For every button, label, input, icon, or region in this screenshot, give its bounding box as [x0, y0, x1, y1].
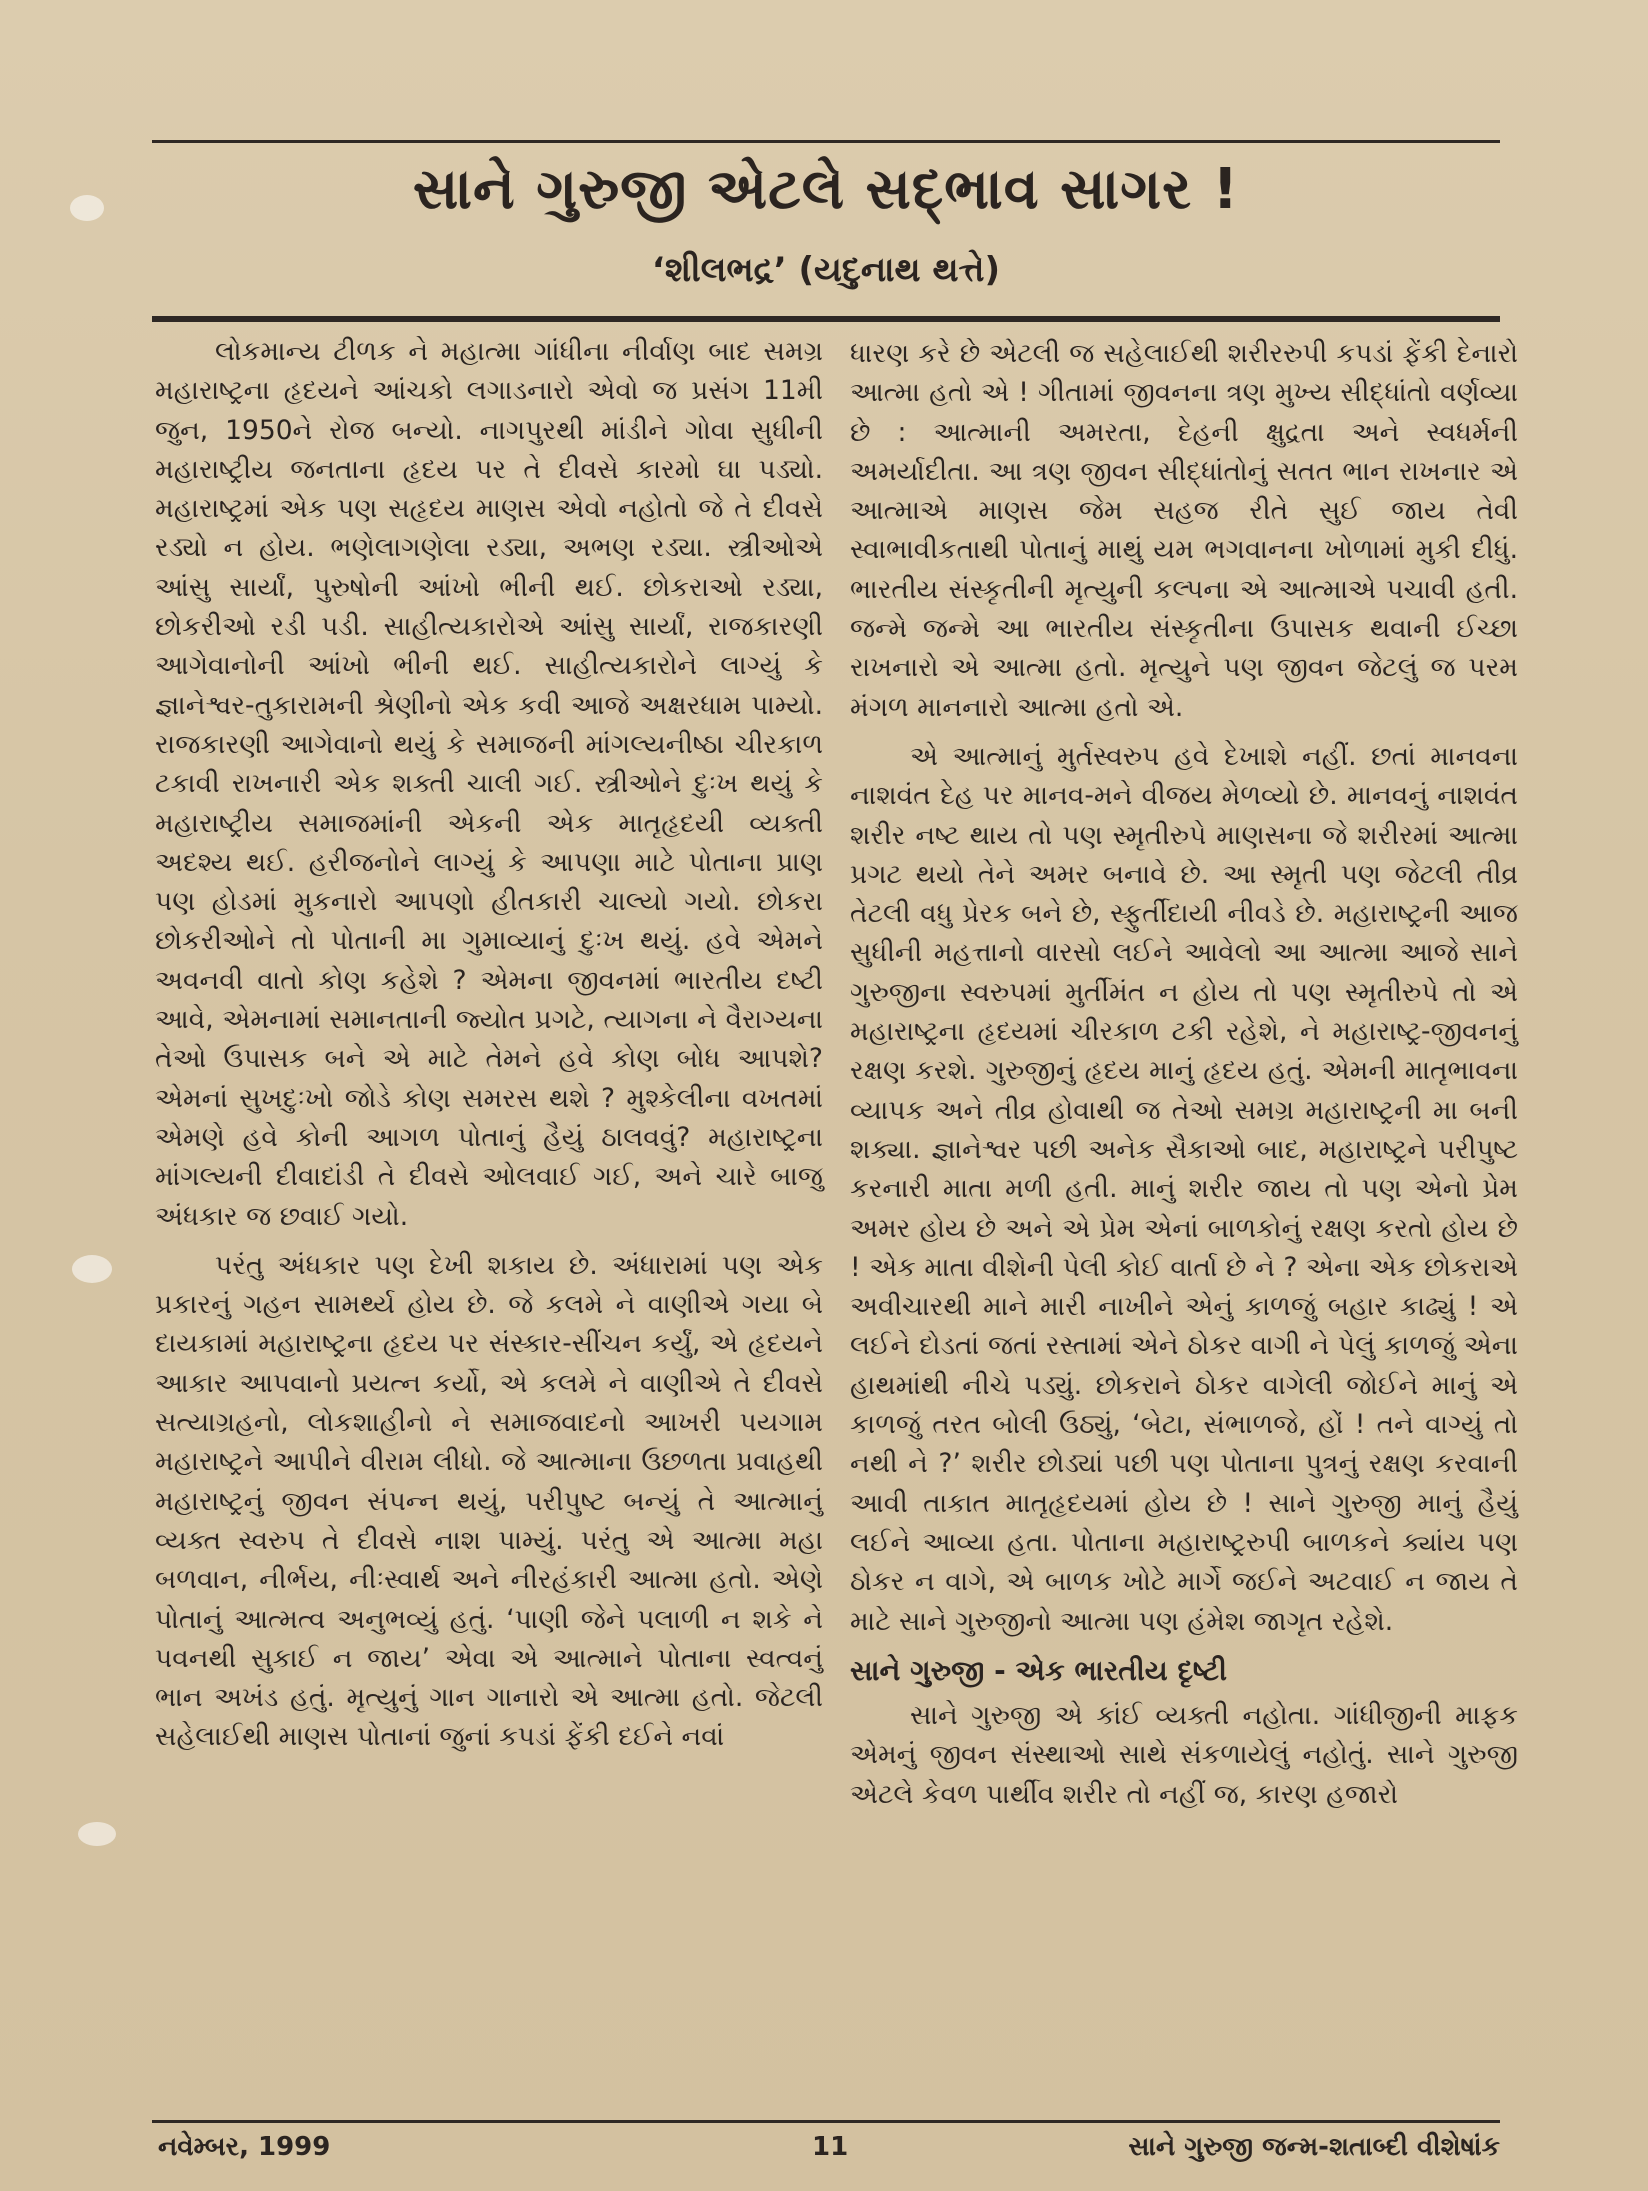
- paragraph: ધારણ કરે છે એટલી જ સહેલાઈથી શરીરરુપી કપડાં ફેંકી દેનારો આત્મા હતો એ ! ગીતામાં જીવનના ત્રણ મુખ્ય સીદ્ધાંતો વર્ણવ્યા છે : આત્માની અમરતા, દેહની ક્ષુદ્રતા અને સ્વધર્મની અમર્યાદીતા. આ ત્રણ જીવન સીદ્ધાંતોનું સતત ભાન રાખનાર એ આત્માએ માણસ જેમ સહજ રીતે સુઈ જાય તેવી સ્વાભાવીકતાથી પોતાનું માથું યમ ભગવાનના ખોળામાં મુકી દીધું. ભારતીય સંસ્કૃતીની મૃત્યુની કલ્પના એ આત્માએ પચાવી હતી. જન્મે જન્મે આ ભારતીય સંસ્કૃતીના ઉપાસક થવાની ઈચ્છા રાખનારો એ આત્મા હતો. મૃત્યુને પણ જીવન જેટલું જ પરમ મંગળ માનનારો આત્મા હતો એ.: [850, 338, 1518, 723]
- page-number: 11: [812, 2132, 849, 2162]
- paper-damage-spot: [70, 195, 104, 221]
- paragraph: પરંતુ અંધકાર પણ દેખી શકાય છે. અંધારામાં પણ એક પ્રકારનું ગહન સામર્થ્ય હોય છે. જે કલમે ને વાણીએ ગયા બે દાયકામાં મહારાષ્ટ્રના હૃદય પર સંસ્કાર-સીંચન કર્યું, એ હૃદયને આકાર આપવાનો પ્રયત્ન કર્યો, એ કલમે ને વાણીએ તે દીવસે સત્યાગ્રહનો, લોકશાહીનો ને સમાજવાદનો આખરી પયગામ મહારાષ્ટ્રને આપીને વીરામ લીધો. જે આત્માના ઉછળતા પ્રવાહથી મહારાષ્ટ્રનું જીવન સંપન્ન થયું, પરીપુષ્ટ બન્યું તે આત્માનું વ્યક્ત સ્વરુપ તે દીવસે નાશ પામ્યું. પરંતુ એ આત્મા મહા બળવાન, નીર્ભય, નીઃસ્વાર્થ અને નીરહંકારી આત્મા હતો. એણે પોતાનું આત્મત્વ અનુભવ્યું હતું. ‘પાણી જેને પલાળી ન શકે ને પવનથી સુકાઈ ન જાય’ એવા એ આત્માને પોતાના સ્વત્વનું ભાન અખંડ હતું. મૃત્યુનું ગાન ગાનારો એ આત્મા હતો. જેટલી સહેલાઈથી માણસ પોતાનાં જુનાં કપડાં ફેંકી દઈને નવાં: [155, 1249, 823, 1753]
- left-column: [155, 332, 823, 1767]
- article-title: સાને ગુરુજી એટલે સદ્ભાવ સાગર !: [412, 157, 1240, 222]
- paragraph: એ આત્માનું મુર્તસ્વરુપ હવે દેખાશે નહીં. છતાં માનવના નાશવંત દેહ પર માનવ-મને વીજય મેળવ્યો છે. માનવનું નાશવંત શરીર નષ્ટ થાય તો પણ સ્મૃતીરુપે માણસના જે શરીરમાં આત્મા પ્રગટ થયો તેને અમર બનાવે છે. આ સ્મૃતી પણ જેટલી તીવ્ર તેટલી વધુ પ્રેરક બને છે, સ્ફુર્તીદાયી નીવડે છે. મહારાષ્ટ્રની આજ સુધીની મહત્તાનો વારસો લઈને આવેલો આ આત્મા આજે સાને ગુરુજીના સ્વરુપમાં મુર્તીમંત ન હોય તો પણ સ્મૃતીરુપે તો એ મહારાષ્ટ્રના હૃદયમાં ચીરકાળ ટકી રહેશે, ને મહારાષ્ટ્ર-જીવનનું રક્ષણ કરશે. ગુરુજીનું હૃદય માનું હૃદય હતું. એમની માતૃભાવના વ્યાપક અને તીવ્ર હોવાથી જ તેઓ સમગ્ર મહારાષ્ટ્રની મા બની શક્યા. જ્ઞાનેશ્વર પછી અનેક સૈકાઓ બાદ, મહારાષ્ટ્રને પરીપુષ્ટ કરનારી માતા મળી હતી. માનું શરીર જાય તો પણ એનો પ્રેમ અમર હોય છે અને એ પ્રેમ એનાં બાળકોનું રક્ષણ કરતો હોય છે ! એક માતા વીશેની પેલી કોઈ વાર્તા છે ને ? એના એક છોકરાએ અવીચારથી માને મારી નાખીને એનું કાળજું બહાર કાઢ્યું ! એ લઈને દોડતાં જતાં રસ્તામાં એને ઠોકર વાગી ને પેલું કાળજું એના હાથમાંથી નીચે પડ્યું. છોકરાને ઠોકર વાગેલી જોઈને માનું એ કાળજું તરત બોલી ઉઠ્યું, ‘બેટા, સંભાળજે, હોં ! તને વાગ્યું તો નથી ને ?’ શરીર છોડ્યાં પછી પણ પોતાના પુત્રનું રક્ષણ કરવાની આવી તાકાત માતૃહૃદયમાં હોય છે ! સાને ગુરુજી માનું હૈયું લઈને આવ્યા હતા. પોતાના મહારાષ્ટ્રરુપી બાળકને ક્યાંય પણ ઠોકર ન વાગે, એ બાળક ખોટે માર્ગે જઈને અટવાઈ ન જાય તે માટે સાને ગુરુજીનો આત્મા પણ હંમેશ જાગૃત રહેશે.: [850, 740, 1518, 1637]
- paper-damage-spot: [78, 1822, 116, 1846]
- paper-damage-spot: [72, 1255, 112, 1283]
- article-author: ‘શીલભદ્ર’ (યદુનાથ થત્તે): [651, 250, 1001, 290]
- right-column: [850, 334, 1518, 1824]
- footer-issue-title: સાને ગુરુજી જન્મ-શતાબ્દી વીશેષાંક: [1128, 2132, 1500, 2162]
- section-heading: સાને ગુરુજી - એક ભારતીય દૃષ્ટી: [850, 1653, 1227, 1687]
- paragraph: સાને ગુરુજી એ કાંઈ વ્યક્તી નહોતા. ગાંધીજીની માફક એમનું જીવન સંસ્થાઓ સાથે સંકળાયેલું નહોતું. સાને ગુરુજી એટલે કેવળ પાર્થીવ શરીર તો નહીં જ, કારણ હજારો: [850, 1700, 1518, 1810]
- top-rule: [152, 140, 1500, 143]
- footer-rule: [152, 2120, 1500, 2123]
- header-rule: [152, 316, 1500, 322]
- paragraph: લોકમાન્ય ટીળક ને મહાત્મા ગાંધીના નીર્વાણ બાદ સમગ્ર મહારાષ્ટ્રના હૃદયને આંચકો લગાડનારો એવો જ પ્રસંગ 11મી જુન, 1950ને રોજ બન્યો. નાગપુરથી માંડીને ગોવા સુધીની મહારાષ્ટ્રીય જનતાના હૃદય પર તે દીવસે કારમો ઘા પડ્યો. મહારાષ્ટ્રમાં એક પણ સહૃદય માણસ એવો નહોતો જે તે દીવસે રડ્યો ન હોય. ભણેલાગણેલા રડ્યા, અભણ રડ્યા. સ્ત્રીઓએ આંસુ સાર્યાં, પુરુષોની આંખો ભીની થઈ. છોકરાઓ રડ્યા, છોકરીઓ રડી પડી. સાહીત્યકારોએ આંસુ સાર્યાં, રાજકારણી આગેવાનોની આંખો ભીની થઈ. સાહીત્યકારોને લાગ્યું કે જ્ઞાનેશ્વર-તુકારામની શ્રેણીનો એક કવી આજે અક્ષરધામ પામ્યો. રાજકારણી આગેવાનો થયું કે સમાજની માંગલ્યનીષ્ઠા ચીરકાળ ટકાવી રાખનારી એક શક્તી ચાલી ગઈ. સ્ત્રીઓને દુઃખ થયું કે મહારાષ્ટ્રીય સમાજમાંની એકની એક માતૃહૃદયી વ્યક્તી અદશ્ય થઈ. હરીજનોને લાગ્યું કે આપણા માટે પોતાના પ્રાણ પણ હોડમાં મુકનારો આપણો હીતકારી ચાલ્યો ગયો. છોકરા છોકરીઓને તો પોતાની મા ગુમાવ્યાનું દુઃખ થયું. હવે એમને અવનવી વાતો કોણ કહેશે ? એમના જીવનમાં ભારતીય દષ્ટી આવે, એમનામાં સમાનતાની જ્યોત પ્રગટે, ત્યાગના ને વૈરાગ્યના તેઓ ઉપાસક બને એ માટે તેમને હવે કોણ બોધ આપશે? એમનાં સુખદુઃખો જોડે કોણ સમરસ થશે ? મુશ્કેલીના વખતમાં એમણે હવે કોની આગળ પોતાનું હૈયું ઠાલવવું? મહારાષ્ટ્રના માંગલ્યની દીવાદાંડી તે દીવસે ઓલવાઈ ગઈ, અને ચારે બાજુ અંધકાર જ છવાઈ ગયો.: [155, 336, 823, 1232]
- footer-date: નવેમ્બર, 1999: [158, 2132, 331, 2162]
